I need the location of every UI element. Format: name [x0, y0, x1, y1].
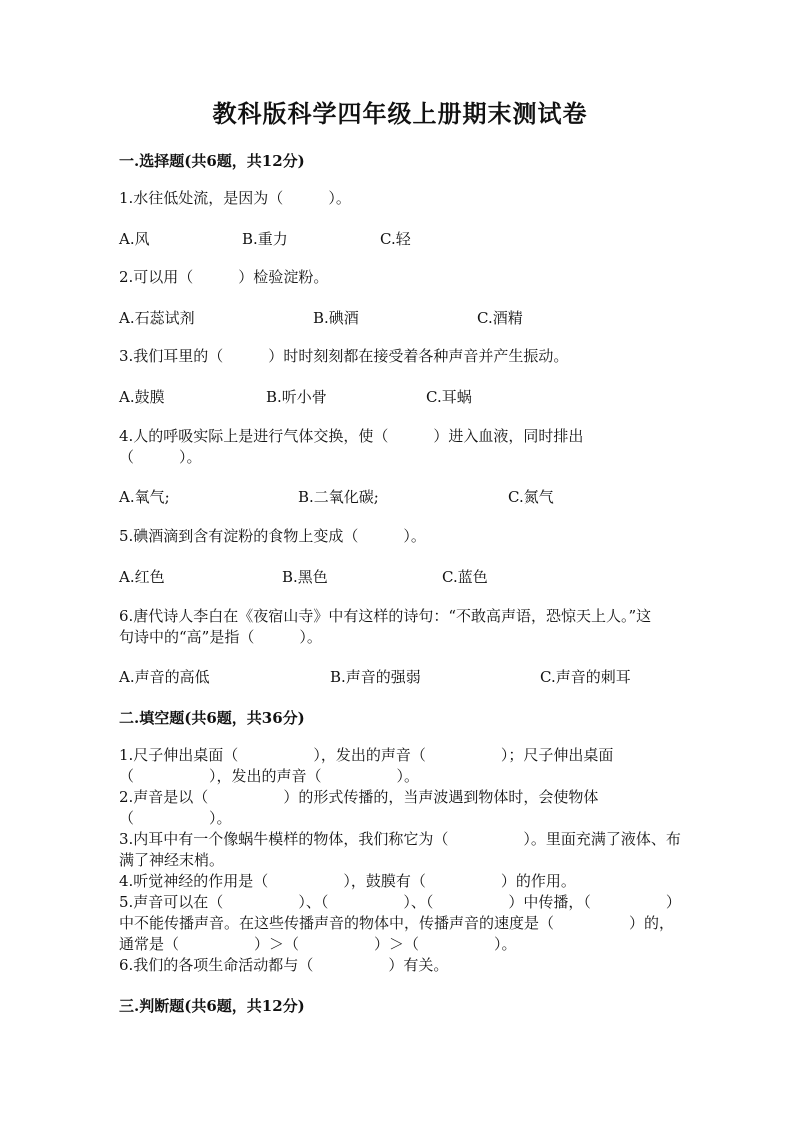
option-c: C.蓝色	[442, 568, 488, 586]
question-stem: 2.可以用（ ）检验淀粉。	[119, 268, 329, 286]
option-c: C.耳蜗	[426, 388, 472, 406]
section-heading-choice: 一.选择题(共6题，共12分)	[119, 152, 305, 170]
option-b: B.碘酒	[313, 309, 359, 327]
option-a: A.鼓膜	[119, 388, 165, 406]
option-c: C.酒精	[477, 309, 523, 327]
option-a: A.风	[119, 230, 150, 248]
fill-question: 6.我们的各项生命活动都与（ ）有关。	[119, 956, 449, 974]
question-stem: 4.人的呼吸实际上是进行气体交换，使（ ）进入血液，同时排出（ ）。	[119, 427, 584, 466]
fill-question: 5.声音可以在（ ）、（ ）、（ ）中传播，（ ）中不能传播声音。在这些传播声音的物体中，传播声音的速度是（ ）的，通常是（ ）＞（ ）＞（ ）。	[119, 893, 681, 953]
option-c: C.声音的刺耳	[540, 668, 631, 686]
question-stem: 5.碘酒滴到含有淀粉的食物上变成（ ）。	[119, 527, 426, 545]
fill-question: 1.尺子伸出桌面（ ），发出的声音（ ）；尺子伸出桌面（ ），发出的声音（ ）。	[119, 746, 614, 785]
question-stem: 3.我们耳里的（ ）时时刻刻都在接受着各种声音并产生振动。	[119, 347, 569, 365]
option-c: C.氮气	[508, 488, 554, 506]
option-a: A.声音的高低	[119, 668, 210, 686]
fill-question: 4.听觉神经的作用是（ ），鼓膜有（ ）的作用。	[119, 872, 576, 890]
question-stem: 1.水往低处流，是因为（ ）。	[119, 189, 351, 207]
option-c: C.轻	[380, 230, 411, 248]
option-a: A.红色	[119, 568, 165, 586]
option-b: B.重力	[242, 230, 288, 248]
page-title: 教科版科学四年级上册期末测试卷	[212, 99, 588, 128]
option-b: B.听小骨	[266, 388, 327, 406]
option-b: B.二氧化碳;	[298, 488, 379, 506]
option-a: A.氧气;	[119, 488, 170, 506]
option-b: B.黑色	[282, 568, 328, 586]
option-a: A.石蕊试剂	[119, 309, 195, 327]
section-heading-judge: 三.判断题(共6题，共12分)	[119, 997, 305, 1015]
fill-question: 2.声音是以（ ）的形式传播的，当声波遇到物体时，会使物体（ ）。	[119, 788, 599, 827]
question-stem: 6.唐代诗人李白在《夜宿山寺》中有这样的诗句：“不敢高声语，恐惊天上人。”这句诗中的“高”是指（ ）。	[119, 607, 652, 646]
option-b: B.声音的强弱	[330, 668, 421, 686]
section-heading-fill: 二.填空题(共6题，共36分)	[119, 709, 305, 727]
fill-question: 3.内耳中有一个像蜗牛模样的物体，我们称它为（ ）。里面充满了液体、布满了神经末梢。	[119, 830, 681, 869]
